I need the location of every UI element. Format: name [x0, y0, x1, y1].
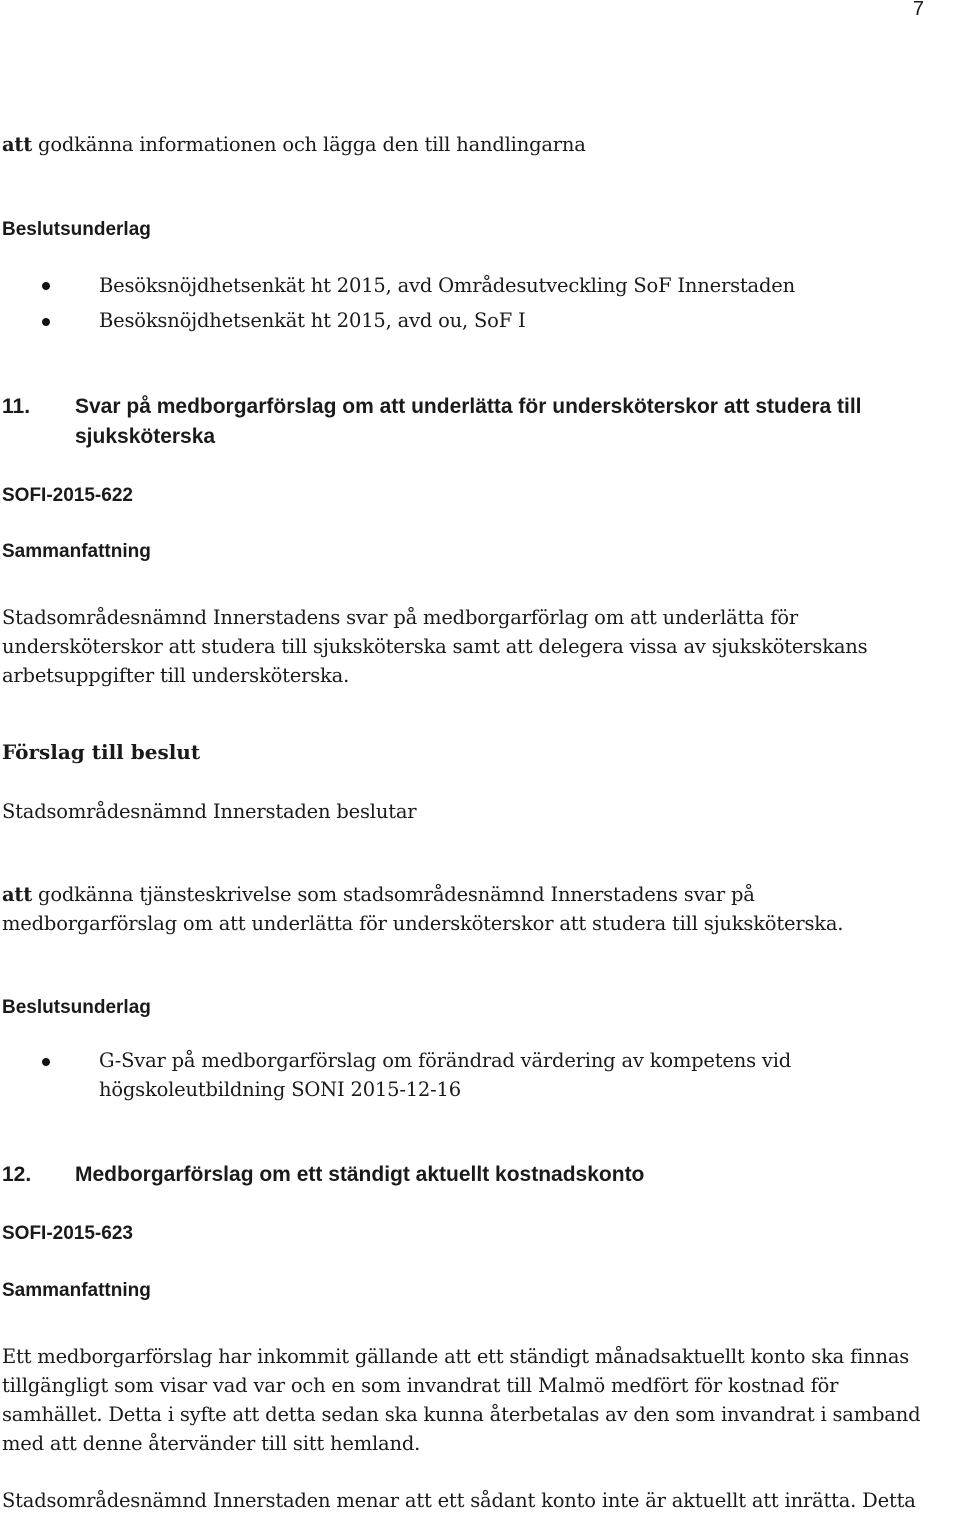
decision-keyword: att: [2, 133, 33, 156]
body-line: Stadsområdesnämnd Innerstaden menar att ett sådant konto inte är aktuellt att inrätta. Detta: [2, 1489, 916, 1512]
summary-line: Stadsområdesnämnd Innerstadens svar på medborgarförlag om att underlätta för: [2, 606, 798, 629]
basis-item: Besöksnöjdhetsenkät ht 2015, avd ou, SoF I: [99, 309, 526, 332]
proposal-text: Stadsområdesnämnd Innerstaden beslutar: [2, 800, 417, 823]
summary-line: samhället. Detta i syfte att detta sedan ska kunna återbetalas av den som invandrat i samband: [2, 1403, 921, 1426]
item-title-line: sjuksköterska: [75, 425, 216, 448]
summary-heading: Sammanfattning: [2, 541, 151, 562]
proposal-heading: Förslag till beslut: [2, 740, 201, 764]
page-number: 7: [912, 0, 924, 20]
basis-heading: Beslutsunderlag: [2, 219, 151, 240]
decision-text: godkänna informationen och lägga den till handlingarna: [32, 133, 586, 156]
case-number: SOFI-2015-623: [2, 1223, 133, 1244]
summary-heading: Sammanfattning: [2, 1280, 151, 1301]
summary-line: arbetsuppgifter till undersköterska.: [2, 664, 350, 687]
basis-heading: Beslutsunderlag: [2, 997, 151, 1018]
summary-line: tillgängligt som visar vad var och en som invandrat till Malmö medfört för kostnad för: [2, 1374, 839, 1397]
item-number: 11.: [2, 395, 31, 418]
decision-paragraph: [2, 880, 755, 909]
decision-text: godkänna tjänsteskrivelse som stadsområdesnämnd Innerstadens svar på: [32, 883, 755, 906]
bullet-icon: [42, 282, 50, 290]
decision-line: medborgarförslag om att underlätta för undersköterskor att studera till sjuksköterska.: [2, 912, 844, 935]
decision-keyword: att: [2, 883, 33, 906]
bullet-icon: [42, 1058, 50, 1066]
item-title: Medborgarförslag om ett ständigt aktuellt kostnadskonto: [75, 1163, 645, 1186]
item-number: 12.: [2, 1163, 32, 1186]
bullet-icon: [42, 318, 50, 326]
summary-line: undersköterskor att studera till sjuksköterska samt att delegera vissa av sjuksköterskans: [2, 635, 868, 658]
basis-item: Besöksnöjdhetsenkät ht 2015, avd Områdesutveckling SoF Innerstaden: [99, 274, 795, 297]
basis-item: G-Svar på medborgarförslag om förändrad värdering av kompetens vid: [99, 1049, 792, 1072]
summary-line: Ett medborgarförslag har inkommit gällande att ett ständigt månadsaktuellt konto ska finnas: [2, 1345, 910, 1368]
case-number: SOFI-2015-622: [2, 485, 133, 506]
summary-line: med att denne återvänder till sitt hemland.: [2, 1432, 421, 1455]
decision-paragraph: [2, 130, 586, 159]
basis-item-continued: högskoleutbildning SONI 2015-12-16: [99, 1078, 461, 1101]
item-title-line: Svar på medborgarförslag om att underlätta för undersköterskor att studera till: [75, 395, 862, 418]
